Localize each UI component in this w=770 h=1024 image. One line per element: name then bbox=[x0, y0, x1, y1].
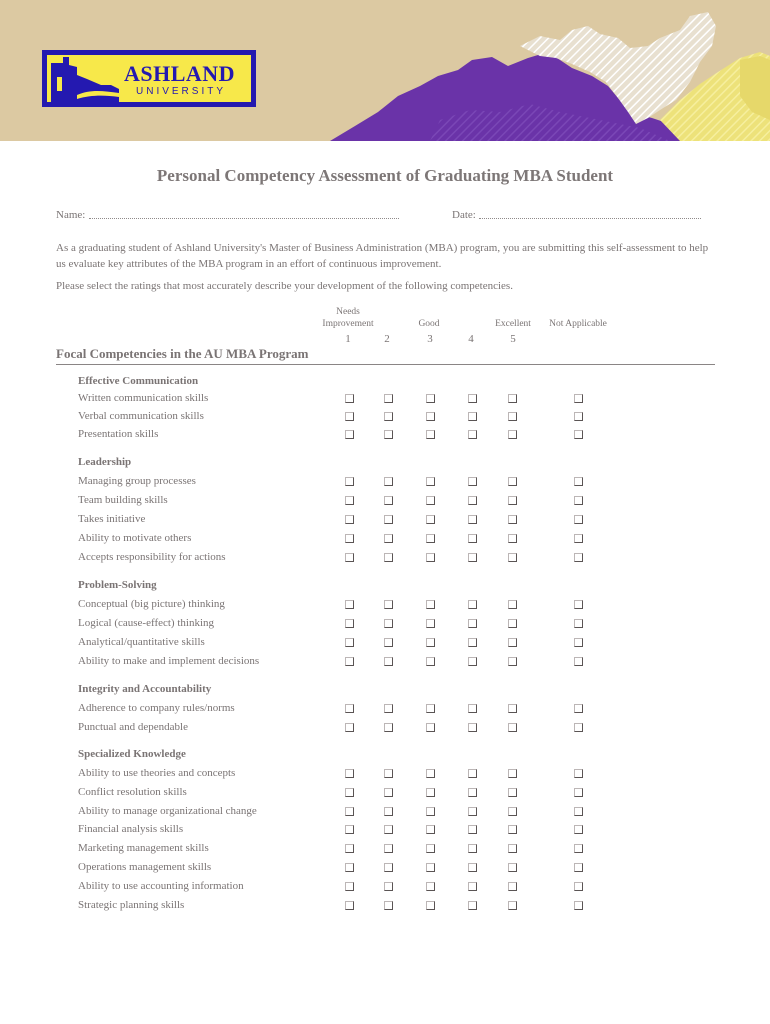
competency-label: Verbal communication skills bbox=[78, 410, 204, 422]
competency-label: Conceptual (big picture) thinking bbox=[78, 598, 225, 610]
competency-label: Written communication skills bbox=[78, 392, 209, 404]
rating-4-checkbox[interactable] bbox=[468, 807, 477, 816]
competency-label: Ability to use theories and concepts bbox=[78, 767, 236, 779]
rating-5-checkbox[interactable] bbox=[508, 901, 517, 910]
rating-1-checkbox[interactable] bbox=[345, 534, 354, 543]
rating-3-checkbox[interactable] bbox=[426, 619, 435, 628]
rating-4-checkbox[interactable] bbox=[468, 769, 477, 778]
name-field[interactable] bbox=[89, 218, 399, 219]
rating-3-checkbox[interactable] bbox=[426, 477, 435, 486]
rating-2-checkbox[interactable] bbox=[384, 844, 393, 853]
rating-5-checkbox[interactable] bbox=[508, 882, 517, 891]
rating-5-checkbox[interactable] bbox=[508, 619, 517, 628]
campus-tower-icon bbox=[47, 55, 127, 102]
category-heading: Specialized Knowledge bbox=[78, 748, 186, 760]
rating-5-checkbox[interactable] bbox=[508, 394, 517, 403]
rating-2-checkbox[interactable] bbox=[384, 901, 393, 910]
rating-3-checkbox[interactable] bbox=[426, 844, 435, 853]
rating-4-checkbox[interactable] bbox=[468, 657, 477, 666]
not-applicable-checkbox[interactable] bbox=[574, 477, 583, 486]
not-applicable-checkbox[interactable] bbox=[574, 704, 583, 713]
not-applicable-checkbox[interactable] bbox=[574, 600, 583, 609]
rating-5-checkbox[interactable] bbox=[508, 825, 517, 834]
rating-3-checkbox[interactable] bbox=[426, 723, 435, 732]
rating-5-checkbox[interactable] bbox=[508, 657, 517, 666]
rating-4-checkbox[interactable] bbox=[468, 704, 477, 713]
not-applicable-checkbox[interactable] bbox=[574, 769, 583, 778]
rating-3-checkbox[interactable] bbox=[426, 600, 435, 609]
rating-4-checkbox[interactable] bbox=[468, 430, 477, 439]
rating-1-checkbox[interactable] bbox=[345, 638, 354, 647]
rating-4-checkbox[interactable] bbox=[468, 477, 477, 486]
rating-1-checkbox[interactable] bbox=[345, 619, 354, 628]
rating-3-checkbox[interactable] bbox=[426, 788, 435, 797]
rating-2-checkbox[interactable] bbox=[384, 496, 393, 505]
rating-3-checkbox[interactable] bbox=[426, 704, 435, 713]
rating-1-checkbox[interactable] bbox=[345, 515, 354, 524]
competency-label: Ability to make and implement decisions bbox=[78, 655, 260, 667]
rating-1-checkbox[interactable] bbox=[345, 723, 354, 732]
rating-5-checkbox[interactable] bbox=[508, 496, 517, 505]
rating-1-checkbox[interactable] bbox=[345, 496, 354, 505]
competency-label: Marketing management skills bbox=[78, 842, 209, 854]
column-head-good: Good bbox=[418, 319, 440, 329]
rating-4-checkbox[interactable] bbox=[468, 534, 477, 543]
category-heading: Integrity and Accountability bbox=[78, 683, 212, 695]
rating-5-checkbox[interactable] bbox=[508, 863, 517, 872]
section-divider bbox=[56, 364, 715, 365]
university-logo bbox=[42, 50, 256, 107]
rating-2-checkbox[interactable] bbox=[384, 430, 393, 439]
rating-5-checkbox[interactable] bbox=[508, 723, 517, 732]
rating-4-checkbox[interactable] bbox=[468, 901, 477, 910]
rating-2-checkbox[interactable] bbox=[384, 619, 393, 628]
not-applicable-checkbox[interactable] bbox=[574, 412, 583, 421]
rating-5-checkbox[interactable] bbox=[508, 769, 517, 778]
column-number: 5 bbox=[510, 333, 516, 345]
rating-5-checkbox[interactable] bbox=[508, 844, 517, 853]
rating-1-checkbox[interactable] bbox=[345, 901, 354, 910]
competency-label: Adherence to company rules/norms bbox=[78, 702, 235, 714]
rating-3-checkbox[interactable] bbox=[426, 515, 435, 524]
not-applicable-checkbox[interactable] bbox=[574, 496, 583, 505]
rating-2-checkbox[interactable] bbox=[384, 638, 393, 647]
rating-2-checkbox[interactable] bbox=[384, 477, 393, 486]
competency-label: Strategic planning skills bbox=[78, 899, 185, 911]
form-title: Personal Competency Assessment of Graduating MBA Student bbox=[156, 166, 614, 185]
competency-label: Conflict resolution skills bbox=[78, 786, 187, 798]
rating-5-checkbox[interactable] bbox=[508, 477, 517, 486]
rating-4-checkbox[interactable] bbox=[468, 788, 477, 797]
not-applicable-checkbox[interactable] bbox=[574, 394, 583, 403]
rating-4-checkbox[interactable] bbox=[468, 412, 477, 421]
rating-1-checkbox[interactable] bbox=[345, 769, 354, 778]
rating-1-checkbox[interactable] bbox=[345, 394, 354, 403]
competency-label: Ability to use accounting information bbox=[78, 880, 244, 892]
column-head-improvement: Improvement bbox=[322, 319, 374, 329]
competency-label: Team building skills bbox=[78, 494, 168, 506]
section-title: Focal Competencies in the AU MBA Program bbox=[56, 346, 309, 361]
rating-1-checkbox[interactable] bbox=[345, 657, 354, 666]
not-applicable-checkbox[interactable] bbox=[574, 844, 583, 853]
rating-3-checkbox[interactable] bbox=[426, 657, 435, 666]
rating-5-checkbox[interactable] bbox=[508, 788, 517, 797]
not-applicable-checkbox[interactable] bbox=[574, 430, 583, 439]
rating-2-checkbox[interactable] bbox=[384, 515, 393, 524]
column-number: 1 bbox=[345, 333, 351, 345]
rating-5-checkbox[interactable] bbox=[508, 515, 517, 524]
rating-5-checkbox[interactable] bbox=[508, 704, 517, 713]
rating-2-checkbox[interactable] bbox=[384, 788, 393, 797]
rating-1-checkbox[interactable] bbox=[345, 788, 354, 797]
rating-1-checkbox[interactable] bbox=[345, 412, 354, 421]
column-head-excellent: Excellent bbox=[495, 319, 531, 329]
competency-label: Operations management skills bbox=[78, 861, 212, 873]
rating-4-checkbox[interactable] bbox=[468, 553, 477, 562]
rating-2-checkbox[interactable] bbox=[384, 825, 393, 834]
rating-2-checkbox[interactable] bbox=[384, 882, 393, 891]
not-applicable-checkbox[interactable] bbox=[574, 534, 583, 543]
not-applicable-checkbox[interactable] bbox=[574, 788, 583, 797]
rating-1-checkbox[interactable] bbox=[345, 477, 354, 486]
category-heading: Leadership bbox=[78, 456, 132, 468]
competency-label: Takes initiative bbox=[78, 513, 146, 525]
rating-1-checkbox[interactable] bbox=[345, 882, 354, 891]
rating-2-checkbox[interactable] bbox=[384, 723, 393, 732]
rating-2-checkbox[interactable] bbox=[384, 769, 393, 778]
not-applicable-checkbox[interactable] bbox=[574, 825, 583, 834]
rating-3-checkbox[interactable] bbox=[426, 430, 435, 439]
header-banner bbox=[0, 0, 770, 141]
competency-label: Analytical/quantitative skills bbox=[78, 636, 205, 648]
category-heading: Problem-Solving bbox=[78, 579, 157, 591]
rating-4-checkbox[interactable] bbox=[468, 844, 477, 853]
not-applicable-checkbox[interactable] bbox=[574, 901, 583, 910]
date-field[interactable] bbox=[479, 218, 701, 219]
column-number: 4 bbox=[468, 333, 474, 345]
column-head-needs-improvement bbox=[318, 306, 378, 330]
competency-label: Ability to motivate others bbox=[78, 532, 192, 544]
rating-3-checkbox[interactable] bbox=[426, 638, 435, 647]
rating-1-checkbox[interactable] bbox=[345, 430, 354, 439]
rating-3-checkbox[interactable] bbox=[426, 807, 435, 816]
rating-3-checkbox[interactable] bbox=[426, 825, 435, 834]
rating-2-checkbox[interactable] bbox=[384, 657, 393, 666]
rating-5-checkbox[interactable] bbox=[508, 807, 517, 816]
rating-2-checkbox[interactable] bbox=[384, 704, 393, 713]
competency-label: Managing group processes bbox=[78, 475, 196, 487]
rating-5-checkbox[interactable] bbox=[508, 430, 517, 439]
not-applicable-checkbox[interactable] bbox=[574, 807, 583, 816]
rating-2-checkbox[interactable] bbox=[384, 412, 393, 421]
rating-5-checkbox[interactable] bbox=[508, 412, 517, 421]
rating-3-checkbox[interactable] bbox=[426, 901, 435, 910]
column-number: 2 bbox=[384, 333, 390, 345]
name-label: Name: bbox=[56, 209, 86, 221]
rating-3-checkbox[interactable] bbox=[426, 882, 435, 891]
not-applicable-checkbox[interactable] bbox=[574, 882, 583, 891]
rating-4-checkbox[interactable] bbox=[468, 863, 477, 872]
rating-1-checkbox[interactable] bbox=[345, 825, 354, 834]
rating-4-checkbox[interactable] bbox=[468, 882, 477, 891]
rating-4-checkbox[interactable] bbox=[468, 825, 477, 834]
rating-4-checkbox[interactable] bbox=[468, 638, 477, 647]
rating-3-checkbox[interactable] bbox=[426, 553, 435, 562]
rating-1-checkbox[interactable] bbox=[345, 600, 354, 609]
competency-label: Ability to manage organizational change bbox=[78, 805, 257, 817]
rating-1-checkbox[interactable] bbox=[345, 844, 354, 853]
rating-3-checkbox[interactable] bbox=[426, 534, 435, 543]
column-head-not-applicable: Not Applicable bbox=[549, 319, 607, 329]
rating-4-checkbox[interactable] bbox=[468, 394, 477, 403]
not-applicable-checkbox[interactable] bbox=[574, 553, 583, 562]
rating-3-checkbox[interactable] bbox=[426, 394, 435, 403]
competency-label: Financial analysis skills bbox=[78, 823, 184, 835]
instruction-text: Please select the ratings that most accurately describe your development of the following competencies. bbox=[56, 280, 513, 292]
not-applicable-checkbox[interactable] bbox=[574, 863, 583, 872]
logo-subtitle: UNIVERSITY bbox=[136, 86, 227, 97]
rating-4-checkbox[interactable] bbox=[468, 496, 477, 505]
rating-1-checkbox[interactable] bbox=[345, 863, 354, 872]
rating-4-checkbox[interactable] bbox=[468, 619, 477, 628]
intro-paragraph: As a graduating student of Ashland University's Master of Business Administration (MBA) program, you are submitting this self-assessment to help us evaluate key attributes of the MBA program in an effort of continuous improvement. bbox=[56, 242, 709, 270]
not-applicable-checkbox[interactable] bbox=[574, 638, 583, 647]
not-applicable-checkbox[interactable] bbox=[574, 723, 583, 732]
rating-5-checkbox[interactable] bbox=[508, 600, 517, 609]
rating-5-checkbox[interactable] bbox=[508, 553, 517, 562]
date-label: Date: bbox=[452, 209, 476, 221]
competency-label: Presentation skills bbox=[78, 428, 159, 440]
not-applicable-checkbox[interactable] bbox=[574, 657, 583, 666]
rating-1-checkbox[interactable] bbox=[345, 553, 354, 562]
rating-1-checkbox[interactable] bbox=[345, 807, 354, 816]
rating-2-checkbox[interactable] bbox=[384, 600, 393, 609]
column-number: 3 bbox=[427, 333, 433, 345]
rating-2-checkbox[interactable] bbox=[384, 553, 393, 562]
competency-label: Logical (cause-effect) thinking bbox=[78, 617, 215, 629]
rating-3-checkbox[interactable] bbox=[426, 863, 435, 872]
column-head-needs: Needs bbox=[336, 307, 360, 317]
rating-4-checkbox[interactable] bbox=[468, 515, 477, 524]
rating-2-checkbox[interactable] bbox=[384, 394, 393, 403]
rating-4-checkbox[interactable] bbox=[468, 600, 477, 609]
category-heading: Effective Communication bbox=[78, 375, 199, 387]
competency-label: Punctual and dependable bbox=[78, 721, 188, 733]
competency-label: Accepts responsibility for actions bbox=[78, 551, 226, 563]
not-applicable-checkbox[interactable] bbox=[574, 515, 583, 524]
rating-2-checkbox[interactable] bbox=[384, 534, 393, 543]
rating-3-checkbox[interactable] bbox=[426, 412, 435, 421]
rating-2-checkbox[interactable] bbox=[384, 807, 393, 816]
rating-3-checkbox[interactable] bbox=[426, 769, 435, 778]
rating-5-checkbox[interactable] bbox=[508, 534, 517, 543]
not-applicable-checkbox[interactable] bbox=[574, 619, 583, 628]
rating-2-checkbox[interactable] bbox=[384, 863, 393, 872]
logo-name: ASHLAND bbox=[124, 61, 236, 86]
rating-1-checkbox[interactable] bbox=[345, 704, 354, 713]
rating-5-checkbox[interactable] bbox=[508, 638, 517, 647]
rating-3-checkbox[interactable] bbox=[426, 496, 435, 505]
rating-4-checkbox[interactable] bbox=[468, 723, 477, 732]
